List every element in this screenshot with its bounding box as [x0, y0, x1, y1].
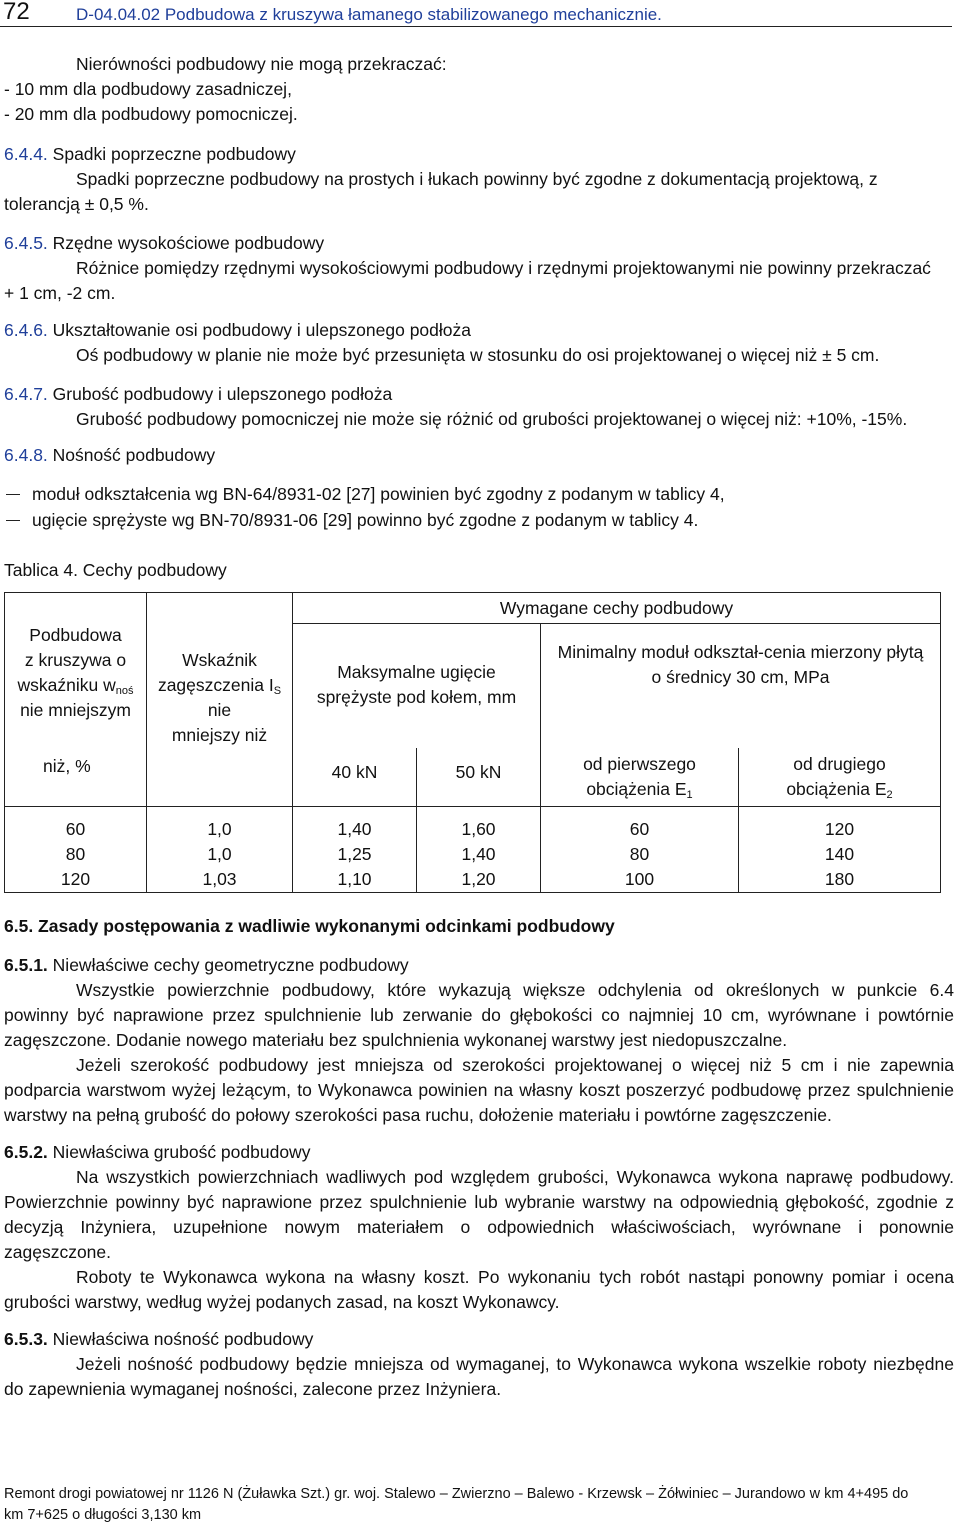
intro-line: - 10 mm dla podbudowy zasadniczej, [4, 79, 292, 99]
subheader-50kn: 50 kN [417, 748, 541, 806]
table-cell: 100 [624, 868, 655, 889]
section-title: Ukształtowanie osi podbudowy i ulepszonego podłoża [52, 320, 471, 340]
table-cell: 1,0 [207, 818, 232, 839]
section-title: Niewłaściwa grubość podbudowy [52, 1142, 311, 1162]
table-cell: 1,20 [461, 868, 496, 889]
section-number: 6.4.7. [4, 384, 48, 404]
header-cell-compaction: Wskaźnik zagęszczenia $I_S$ nie mniejszy niż [147, 593, 293, 749]
section-heading [4, 1327, 313, 1352]
list-item: ugięcie sprężyste wg BN-70/8931-06 [29] powinno być zgodne z podanym w tablicy 4. [32, 510, 699, 530]
col-is [147, 806, 293, 892]
header-cell-unit: niż, % [5, 748, 147, 806]
table-cell: 1,60 [461, 818, 496, 839]
table-cell: 140 [824, 843, 855, 864]
paragraph-line: zagęszczone. Dodanie nowego materiału bez spulchnienia wykonanej warstwy jest niedopuszczalne. [4, 1030, 788, 1050]
dash-bullet [6, 494, 20, 495]
section-title: Niewłaściwa nośność podbudowy [52, 1329, 314, 1349]
paragraph-line: do zapewnienia wymaganej nośności, zalecone przez Inżyniera. [4, 1379, 502, 1399]
table-cell: 1,10 [337, 868, 372, 889]
header-cell-required: Wymagane cechy podbudowy [293, 593, 941, 624]
intro-line: Nierówności podbudowy nie mogą przekraczać: [76, 54, 447, 74]
section-title: Spadki poprzeczne podbudowy [52, 144, 296, 164]
paragraph-line: tolerancją ± 0,5 %. [4, 194, 149, 214]
paragraph-line: powinny być naprawione przez spulchnienie lub zerwanie do głębokości co najmniej 10 cm, wyrównane i powtórnie [4, 1005, 954, 1025]
paragraph-line: Wszystkie powierzchnie podbudowy, które wykazują większe odchylenia od określonych w punkcie 6.4 [76, 980, 954, 1000]
header-cell-aggregate: Podbudowa z kruszywa o wskaźniku $w_{noś}$ nie mniejszym [5, 593, 147, 749]
section-number: 6.5.3. [4, 1329, 48, 1349]
page-footer [4, 1484, 908, 1526]
paragraph-line: Roboty te Wykonawca wykona na własny koszt. Po wykonaniu tych robót nastąpi ponowny pomiar i ocena [76, 1267, 954, 1287]
col-e1 [541, 806, 739, 892]
section-heading [4, 953, 409, 978]
table-cell: 1,40 [337, 818, 372, 839]
table-cell: 1,03 [202, 868, 237, 889]
table-cell: 1,25 [337, 843, 372, 864]
intro-line: - 20 mm dla podbudowy pomocniczej. [4, 104, 298, 124]
header-title: D-04.04.02 Podbudowa z kruszywa łamanego stabilizowanego mechanicznie. [76, 5, 662, 24]
page-number: 72 [3, 0, 30, 25]
paragraph-line: + 1 cm, -2 cm. [4, 283, 116, 303]
table-cell: 120 [60, 868, 91, 889]
paragraph-line: Jeżeli nośność podbudowy będzie mniejsza od wymaganej, to Wykonawca wykona wszelkie roboty niezbędne [76, 1354, 954, 1374]
section-heading [4, 382, 392, 407]
section-number: 6.4.4. [4, 144, 48, 164]
paragraph-line: Powierzchnie powinny być naprawione przez spulchnienie lub wybranie warstwy na odpowiednią głębokość, zgodnie z [4, 1192, 954, 1212]
properties-table [4, 592, 941, 893]
section-heading [4, 231, 324, 256]
col-e2 [739, 806, 941, 892]
section-heading [4, 443, 215, 468]
subheader-first-load: od pierwszego obciążenia $E_1$ [541, 748, 739, 806]
paragraph-line: Na wszystkich powierzchniach wadliwych pod względem grubości, Wykonawca wykona naprawę podbudowy. [76, 1167, 954, 1187]
paragraph-line: Grubość podbudowy pomocniczej nie może się różnić od grubości projektowanej o więcej niż: +10%, -15%. [76, 409, 908, 429]
table-cell: 120 [824, 818, 855, 839]
table-cell: 180 [824, 868, 855, 889]
section-title: Niewłaściwe cechy geometryczne podbudowy [52, 955, 409, 975]
table-cell: 60 [65, 818, 86, 839]
section-number: 6.5.1. [4, 955, 48, 975]
section-heading [4, 142, 296, 167]
page-header [0, 0, 952, 27]
footer-line: Remont drogi powiatowej nr 1126 N (Żuławka Szt.) gr. woj. Stalewo – Zwierzno – Balewo - Krzewsk – Żółwiniec – Jurandowo w km 4+495 do [4, 1486, 909, 1502]
paragraph-line: warstwy na pełną grubość do połowy szerokości pasa ruchu, dołożenie materiału i powtórne zagęszczenie. [4, 1105, 832, 1125]
paragraph-line: Oś podbudowy w planie nie może być przesunięta w stosunku do osi projektowanej o więcej niż ± 5 cm. [76, 345, 880, 365]
paragraph-line: zagęszczone. [4, 1242, 112, 1262]
paragraph-line: Spadki poprzeczne podbudowy na prostych i łukach powinny być zgodne z dokumentacją projektową, z [76, 169, 878, 189]
section-title: Nośność podbudowy [52, 445, 216, 465]
section-number: 6.5.2. [4, 1142, 48, 1162]
section-heading [4, 1140, 310, 1165]
col-w [5, 806, 147, 892]
col-d40 [293, 806, 417, 892]
col-d50 [417, 806, 541, 892]
table-cell: 80 [65, 843, 86, 864]
paragraph-line: Jeżeli szerokość podbudowy jest mniejsza od szerokości projektowanej o więcej niż 5 cm i nie zapewnia [76, 1055, 954, 1075]
table-cell: 80 [629, 843, 650, 864]
table-cell: 60 [629, 818, 650, 839]
table-cell: 1,40 [461, 843, 496, 864]
section-number: 6.4.5. [4, 233, 48, 253]
subheader-second-load: od drugiego obciążenia $E_2$ [739, 748, 941, 806]
table-caption: Tablica 4. Cechy podbudowy [4, 560, 227, 580]
chapter-heading: 6.5. Zasady postępowania z wadliwie wykonanymi odcinkami podbudowy [4, 916, 615, 936]
section-number: 6.4.6. [4, 320, 48, 340]
footer-line: km 7+625 o długości 3,130 km [4, 1507, 202, 1523]
section-title: Grubość podbudowy i ulepszonego podłoża [52, 384, 393, 404]
table-cell: 1,0 [207, 843, 232, 864]
list-item: moduł odkształcenia wg BN-64/8931-02 [27] powinien być zgodny z podanym w tablicy 4, [32, 484, 725, 504]
paragraph-line: grubości warstwy, według wyżej podanych zasad, na koszt Wykonawcy. [4, 1292, 560, 1312]
dash-bullet [6, 520, 20, 521]
paragraph-line: decyzją Inżyniera, uzupełnione nowym materiałem o odpowiednich właściwościach, wyrównane i ponownie [4, 1217, 954, 1237]
section-title: Rzędne wysokościowe podbudowy [52, 233, 325, 253]
subheader-40kn: 40 kN [293, 748, 417, 806]
header-cell-deflection: Maksymalne ugięcie sprężyste pod kołem, mm [293, 624, 541, 748]
paragraph-line: podparcia warstwom wyżej leżącym, to Wykonawca powinien na własny koszt poszerzyć podbudowę przez spulchnienie [4, 1080, 954, 1100]
header-cell-empty [147, 748, 293, 806]
header-cell-modulus: Minimalny moduł odkształ-cenia mierzony płytą o średnicy 30 cm, MPa [541, 624, 941, 748]
section-heading [4, 318, 471, 343]
paragraph-line: Różnice pomiędzy rzędnymi wysokościowymi podbudowy i rzędnymi projektowanymi nie powinny przekraczać [76, 258, 931, 278]
section-number: 6.4.8. [4, 445, 48, 465]
